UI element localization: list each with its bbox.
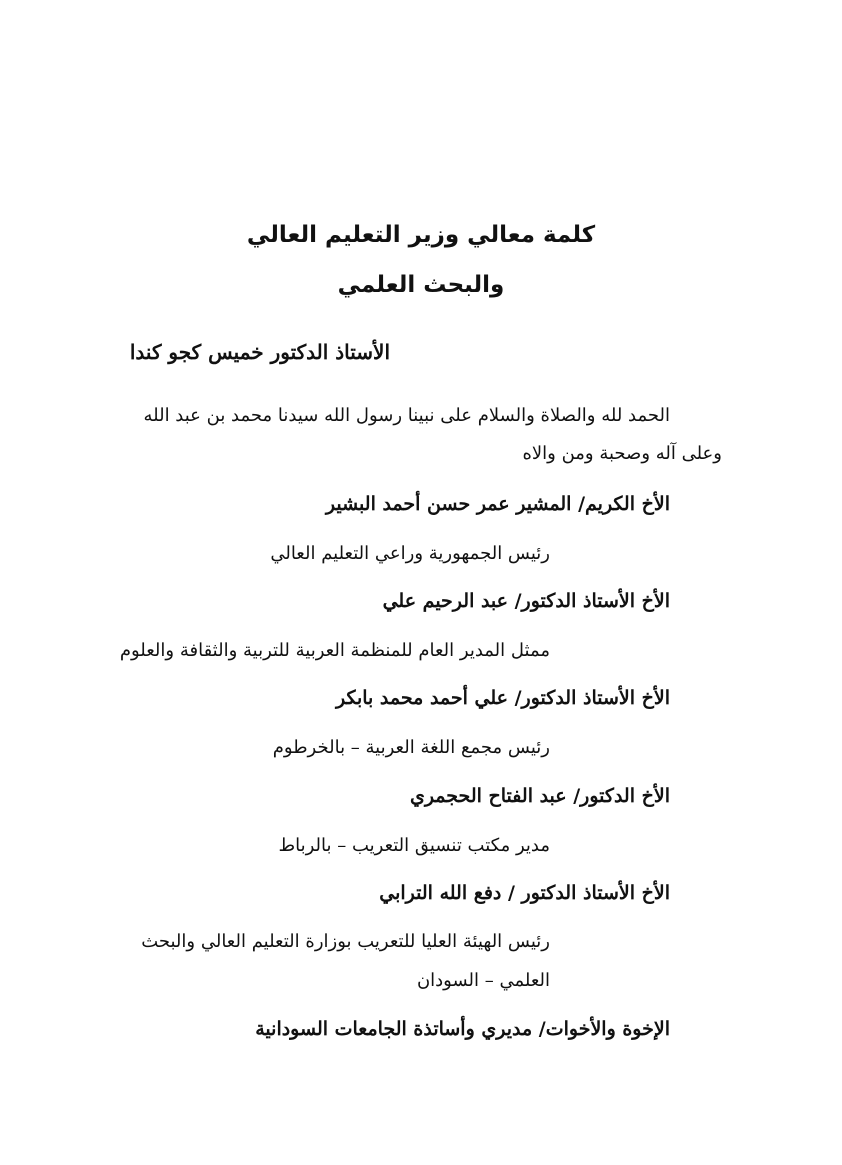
opening-line-2: وعلى آله وصحبة ومن والاه [522, 443, 722, 464]
addressee-role-1: رئيس الجمهورية وراعي التعليم العالي [270, 543, 550, 564]
page-title-line-2: والبحث العلمي [337, 272, 505, 298]
addressee-role-5-line-1: رئيس الهيئة العليا للتعريب بوزارة التعليم العالي والبحث [141, 931, 550, 952]
addressee-role-4: مدير مكتب تنسيق التعريب – بالرباط [278, 835, 550, 856]
addressee-name-2: الأخ الأستاذ الدكتور/ عبد الرحيم علي [382, 590, 670, 612]
opening-line-1: الحمد لله والصلاة والسلام على نبينا رسول الله سيدنا محمد بن عبد الله [143, 405, 670, 426]
addressee-role-5-line-2: العلمي – السودان [416, 970, 550, 991]
addressee-name-4: الأخ الدكتور/ عبد الفتاح الحجمري [409, 785, 670, 807]
addressee-name-1: الأخ الكريم/ المشير عمر حسن أحمد البشير [325, 493, 670, 515]
addressee-role-3: رئيس مجمع اللغة العربية – بالخرطوم [272, 737, 550, 758]
closing-greeting: الإخوة والأخوات/ مديري وأساتذة الجامعات السودانية [255, 1018, 670, 1040]
addressee-name-5: الأخ الأستاذ الدكتور / دفع الله الترابي [379, 882, 670, 904]
addressee-role-2: ممثل المدير العام للمنظمة العربية للتربية والثقافة والعلوم [119, 640, 550, 661]
author-name: الأستاذ الدكتور خميس كجو كندا [129, 340, 390, 364]
addressee-name-3: الأخ الأستاذ الدكتور/ علي أحمد محمد بابكر [335, 687, 670, 709]
page-title-line-1: كلمة معالي وزير التعليم العالي [246, 222, 596, 248]
